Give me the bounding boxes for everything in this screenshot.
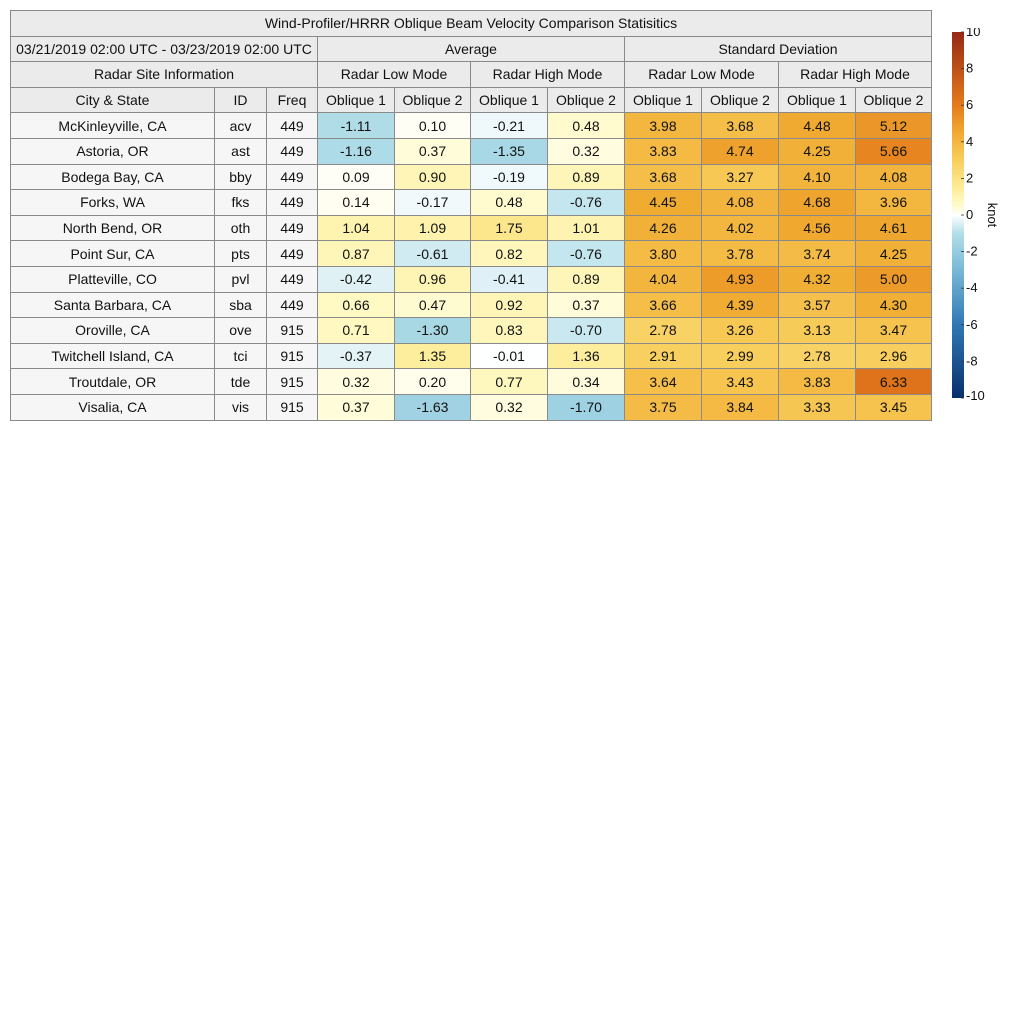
site-id: tde (215, 369, 267, 395)
value-cell: 0.48 (471, 190, 548, 216)
value-cell: 5.00 (856, 266, 932, 292)
col-header-avg-high-oblique-1: Oblique 1 (471, 87, 548, 113)
value-cell: 4.93 (702, 266, 779, 292)
value-cell: 3.80 (625, 241, 702, 267)
value-cell: 1.09 (395, 215, 471, 241)
value-cell: 6.33 (856, 369, 932, 395)
colorbar (948, 28, 1018, 418)
value-cell: 4.26 (625, 215, 702, 241)
colorbar-tick-label: -2 (966, 243, 978, 259)
col-header-city: City & State (11, 87, 215, 113)
value-cell: 0.20 (395, 369, 471, 395)
site-freq: 449 (267, 215, 318, 241)
colorbar-tick-label: 6 (966, 97, 974, 113)
value-cell: 4.74 (702, 138, 779, 164)
value-cell: 0.37 (318, 394, 395, 420)
value-cell: 3.57 (779, 292, 856, 318)
value-cell: 3.33 (779, 394, 856, 420)
site-freq: 449 (267, 241, 318, 267)
value-cell: 1.36 (548, 343, 625, 369)
colorbar-tick-label: 2 (966, 170, 974, 186)
value-cell: -1.11 (318, 113, 395, 139)
table-body (11, 113, 932, 420)
col-header-avg-high-oblique-2: Oblique 2 (548, 87, 625, 113)
value-cell: 4.08 (856, 164, 932, 190)
colorbar-tick-label: 10 (966, 28, 981, 39)
site-id: ove (215, 318, 267, 344)
value-cell: 4.02 (702, 215, 779, 241)
value-cell: -1.16 (318, 138, 395, 164)
value-cell: 0.47 (395, 292, 471, 318)
value-cell: 4.61 (856, 215, 932, 241)
value-cell: 3.68 (625, 164, 702, 190)
date-range: 03/21/2019 02:00 UTC - 03/23/2019 02:00 UTC (11, 36, 318, 62)
table-row (11, 113, 932, 139)
table-row (11, 266, 932, 292)
value-cell: 3.98 (625, 113, 702, 139)
value-cell: -0.37 (318, 343, 395, 369)
site-freq: 915 (267, 318, 318, 344)
colorbar-tick-label: -4 (966, 280, 978, 296)
value-cell: 1.04 (318, 215, 395, 241)
value-cell: 4.25 (856, 241, 932, 267)
site-city: Astoria, OR (11, 138, 215, 164)
value-cell: 0.14 (318, 190, 395, 216)
value-cell: -1.70 (548, 394, 625, 420)
site-id: oth (215, 215, 267, 241)
value-cell: 3.68 (702, 113, 779, 139)
average-header: Average (318, 36, 625, 62)
site-city: Visalia, CA (11, 394, 215, 420)
site-freq: 915 (267, 394, 318, 420)
value-cell: 0.10 (395, 113, 471, 139)
value-cell: -0.01 (471, 343, 548, 369)
value-cell: 0.37 (548, 292, 625, 318)
site-id: fks (215, 190, 267, 216)
value-cell: 0.37 (395, 138, 471, 164)
value-cell: 4.25 (779, 138, 856, 164)
value-cell: 3.96 (856, 190, 932, 216)
value-cell: 2.91 (625, 343, 702, 369)
colorbar-ticks (961, 28, 985, 403)
table-row (11, 138, 932, 164)
site-city: North Bend, OR (11, 215, 215, 241)
col-header-id: ID (215, 87, 267, 113)
site-city: Santa Barbara, CA (11, 292, 215, 318)
table-row (11, 369, 932, 395)
value-cell: -1.35 (471, 138, 548, 164)
col-header-std-high-oblique-2: Oblique 2 (856, 87, 932, 113)
table-row (11, 343, 932, 369)
site-id: vis (215, 394, 267, 420)
col-header-avg-low-oblique-1: Oblique 1 (318, 87, 395, 113)
value-cell: -0.76 (548, 241, 625, 267)
value-cell: 1.35 (395, 343, 471, 369)
site-city: Oroville, CA (11, 318, 215, 344)
value-cell: 4.10 (779, 164, 856, 190)
value-cell: 0.89 (548, 164, 625, 190)
value-cell: -0.70 (548, 318, 625, 344)
value-cell: 0.32 (548, 138, 625, 164)
col-header-std-low-oblique-2: Oblique 2 (702, 87, 779, 113)
site-city: Troutdale, OR (11, 369, 215, 395)
site-freq: 915 (267, 343, 318, 369)
value-cell: 3.26 (702, 318, 779, 344)
value-cell: 4.04 (625, 266, 702, 292)
std-header: Standard Deviation (625, 36, 932, 62)
value-cell: 1.01 (548, 215, 625, 241)
value-cell: 3.78 (702, 241, 779, 267)
site-freq: 449 (267, 292, 318, 318)
value-cell: 2.78 (625, 318, 702, 344)
value-cell: 3.75 (625, 394, 702, 420)
site-id: bby (215, 164, 267, 190)
value-cell: 3.74 (779, 241, 856, 267)
value-cell: 3.64 (625, 369, 702, 395)
value-cell: 0.77 (471, 369, 548, 395)
site-freq: 915 (267, 369, 318, 395)
value-cell: -0.76 (548, 190, 625, 216)
column-header-row (11, 87, 932, 113)
value-cell: 3.83 (625, 138, 702, 164)
value-cell: 1.75 (471, 215, 548, 241)
value-cell: -0.41 (471, 266, 548, 292)
col-header-avg-low-oblique-2: Oblique 2 (395, 87, 471, 113)
value-cell: 0.32 (318, 369, 395, 395)
value-cell: 4.08 (702, 190, 779, 216)
site-city: Forks, WA (11, 190, 215, 216)
value-cell: 0.82 (471, 241, 548, 267)
site-freq: 449 (267, 113, 318, 139)
value-cell: -0.19 (471, 164, 548, 190)
value-cell: -1.30 (395, 318, 471, 344)
value-cell: 2.99 (702, 343, 779, 369)
value-cell: 0.90 (395, 164, 471, 190)
colorbar-label: knot (985, 202, 1000, 228)
site-id: tci (215, 343, 267, 369)
site-id: pvl (215, 266, 267, 292)
colorbar-tick-label: 4 (966, 133, 974, 149)
table-row (11, 394, 932, 420)
value-cell: 3.27 (702, 164, 779, 190)
value-cell: 0.87 (318, 241, 395, 267)
value-cell: 0.32 (471, 394, 548, 420)
value-cell: -0.21 (471, 113, 548, 139)
value-cell: 3.83 (779, 369, 856, 395)
mode-header-std-low: Radar Low Mode (625, 62, 779, 88)
value-cell: 4.32 (779, 266, 856, 292)
value-cell: 0.71 (318, 318, 395, 344)
value-cell: -1.63 (395, 394, 471, 420)
value-cell: 3.45 (856, 394, 932, 420)
value-cell: 4.48 (779, 113, 856, 139)
value-cell: 2.96 (856, 343, 932, 369)
value-cell: 2.78 (779, 343, 856, 369)
table-row (11, 164, 932, 190)
value-cell: -0.42 (318, 266, 395, 292)
colorbar-tick-label: -8 (966, 353, 978, 369)
site-city: McKinleyville, CA (11, 113, 215, 139)
value-cell: 4.39 (702, 292, 779, 318)
table-title: Wind-Profiler/HRRR Oblique Beam Velocity Comparison Statisitics (11, 11, 932, 37)
col-header-std-high-oblique-1: Oblique 1 (779, 87, 856, 113)
value-cell: 0.34 (548, 369, 625, 395)
value-cell: 4.68 (779, 190, 856, 216)
site-freq: 449 (267, 138, 318, 164)
mode-header-std-high: Radar High Mode (779, 62, 932, 88)
site-city: Platteville, CO (11, 266, 215, 292)
value-cell: 0.96 (395, 266, 471, 292)
site-id: acv (215, 113, 267, 139)
value-cell: 3.43 (702, 369, 779, 395)
colorbar-tick-label: 8 (966, 60, 974, 76)
value-cell: 5.66 (856, 138, 932, 164)
col-header-freq: Freq (267, 87, 318, 113)
site-id: ast (215, 138, 267, 164)
site-freq: 449 (267, 164, 318, 190)
value-cell: 3.66 (625, 292, 702, 318)
value-cell: 3.47 (856, 318, 932, 344)
table-row (11, 292, 932, 318)
comparison-table (10, 10, 932, 421)
mode-header-avg-low: Radar Low Mode (318, 62, 471, 88)
value-cell: 5.12 (856, 113, 932, 139)
colorbar-tick-label: -6 (966, 316, 978, 332)
site-city: Bodega Bay, CA (11, 164, 215, 190)
value-cell: 0.83 (471, 318, 548, 344)
table-row (11, 215, 932, 241)
value-cell: 0.66 (318, 292, 395, 318)
table-row (11, 241, 932, 267)
value-cell: 4.56 (779, 215, 856, 241)
site-city: Twitchell Island, CA (11, 343, 215, 369)
site-info-header: Radar Site Information (11, 62, 318, 88)
value-cell: 0.92 (471, 292, 548, 318)
col-header-std-low-oblique-1: Oblique 1 (625, 87, 702, 113)
site-city: Point Sur, CA (11, 241, 215, 267)
site-freq: 449 (267, 266, 318, 292)
mode-header-avg-high: Radar High Mode (471, 62, 625, 88)
value-cell: 3.84 (702, 394, 779, 420)
value-cell: 4.30 (856, 292, 932, 318)
site-id: sba (215, 292, 267, 318)
site-freq: 449 (267, 190, 318, 216)
table-row (11, 190, 932, 216)
value-cell: 0.89 (548, 266, 625, 292)
value-cell: -0.17 (395, 190, 471, 216)
colorbar-tick-label: 0 (966, 207, 974, 222)
site-id: pts (215, 241, 267, 267)
value-cell: 4.45 (625, 190, 702, 216)
colorbar-tick-label: -10 (966, 388, 985, 403)
value-cell: 0.09 (318, 164, 395, 190)
table-row (11, 318, 932, 344)
value-cell: -0.61 (395, 241, 471, 267)
value-cell: 0.48 (548, 113, 625, 139)
value-cell: 3.13 (779, 318, 856, 344)
